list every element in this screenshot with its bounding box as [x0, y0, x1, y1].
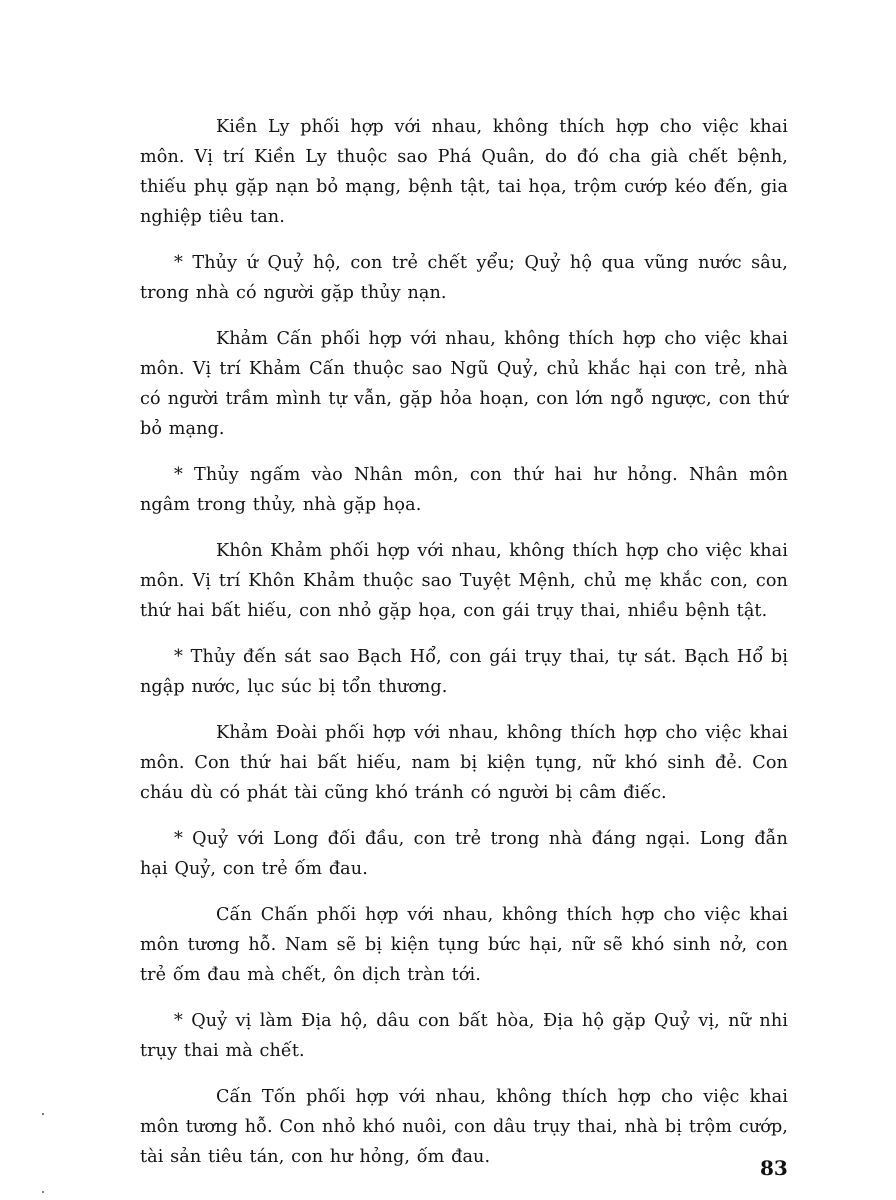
note-quy-voi-long: * Quỷ với Long đối đầu, con trẻ trong nhà đáng ngại. Long đẫn hại Quỷ, con trẻ ốm đau.: [140, 829, 788, 879]
scan-speck: [42, 1191, 44, 1193]
paragraph-can-ton: Cấn Tốn phối hợp với nhau, không thích hợp cho việc khai môn tương hỗ. Con nhỏ khó nuôi, con dâu trụy thai, nhà bị trộm cướp, tài sản tiêu tán, con hư hỏng, ốm đau.: [140, 1087, 788, 1167]
note-thuy-u-quy-ho: * Thủy ứ Quỷ hộ, con trẻ chết yểu; Quỷ hộ qua vũng nước sâu, trong nhà có người gặp thủy nạn.: [140, 253, 788, 303]
paragraph-kham-doai: Khảm Đoài phối hợp với nhau, không thích hợp cho việc khai môn. Con thứ hai bất hiếu, nam bị kiện tụng, nữ khó sinh đẻ. Con cháu dù có phát tài cũng khó tránh có người bị câm điếc.: [140, 723, 788, 803]
paragraph-kien-ly: Kiền Ly phối hợp với nhau, không thích hợp cho việc khai môn. Vị trí Kiền Ly thuộc sao Phá Quân, do đó cha già chết bệnh, thiếu phụ gặp nạn bỏ mạng, bệnh tật, tai họa, trộm cướp kéo đến, gia nghiệp tiêu tan.: [140, 117, 788, 227]
note-thuy-ngam-nhan-mon: * Thủy ngấm vào Nhân môn, con thứ hai hư hỏng. Nhân môn ngâm trong thủy, nhà gặp họa.: [140, 465, 788, 515]
body-text: [140, 112, 788, 1188]
page-number: 83: [760, 1156, 788, 1180]
scan-speck: [42, 1113, 44, 1115]
note-quy-vi-dia-ho: * Quỷ vị làm Địa hộ, dâu con bất hòa, Địa hộ gặp Quỷ vị, nữ nhi trụy thai mà chết.: [140, 1011, 788, 1061]
note-thuy-den-bach-ho: * Thủy đến sát sao Bạch Hổ, con gái trụy thai, tự sát. Bạch Hổ bị ngập nước, lục súc bị tổn thương.: [140, 647, 788, 697]
paragraph-can-chan: Cấn Chấn phối hợp với nhau, không thích hợp cho việc khai môn tương hỗ. Nam sẽ bị kiện tụng bức hại, nữ sẽ khó sinh nở, con trẻ ốm đau mà chết, ôn dịch tràn tới.: [140, 905, 788, 985]
paragraph-kham-can: Khảm Cấn phối hợp với nhau, không thích hợp cho việc khai môn. Vị trí Khảm Cấn thuộc sao Ngũ Quỷ, chủ khắc hại con trẻ, nhà có người trầm mình tự vẫn, gặp hỏa hoạn, con lớn ngỗ ngược, con thứ bỏ mạng.: [140, 329, 788, 439]
paragraph-khon-kham: Khôn Khảm phối hợp với nhau, không thích hợp cho việc khai môn. Vị trí Khôn Khảm thuộc sao Tuyệt Mệnh, chủ mẹ khắc con, con thứ hai bất hiếu, con nhỏ gặp họa, con gái trụy thai, nhiều bệnh tật.: [140, 541, 788, 621]
